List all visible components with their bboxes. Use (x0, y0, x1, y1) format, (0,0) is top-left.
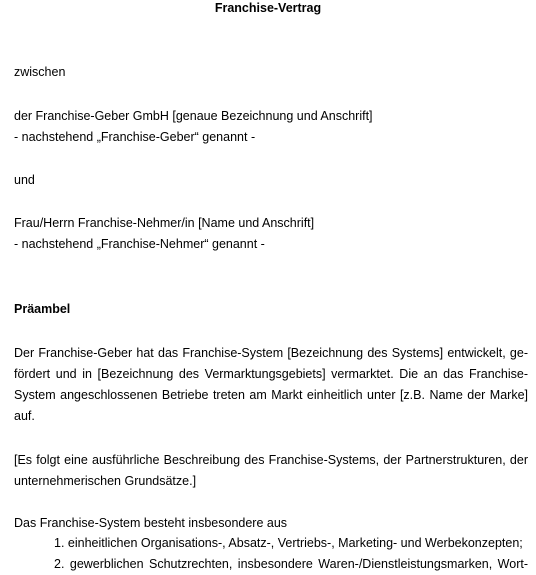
paragraph-line: unternehmerischen Grundsätze.] (14, 474, 197, 488)
document-title: Franchise-Vertrag (214, 1, 322, 15)
and-text: und (14, 173, 35, 187)
paragraph-line: [Es folgt eine ausführliche Beschreibung des Franchise-Systems, der Partnerstrukturen, der (14, 453, 528, 467)
list-item: 1. einheitlichen Organisations-, Absatz-, Vertriebs-, Marketing- und Werbekonzepten; (54, 536, 523, 550)
system-components-list (54, 533, 528, 575)
paragraph-line: auf. (14, 409, 35, 423)
list-item: 2. gewerblichen Schutzrechten, insbesondere Waren-/Dienstleistungsmarken, Wort- (54, 557, 528, 571)
between-text: zwischen (14, 65, 66, 79)
paragraph-line: Der Franchise-Geber hat das Franchise-System [Bezeichnung des Systems] entwickelt, ge- (14, 346, 528, 360)
paragraph-line: fördert und in [Bezeichnung des Vermarktungsgebiets] vermarktet. Die an das Franchise- (14, 367, 528, 381)
preamble-paragraph-1 (14, 343, 528, 427)
preamble-heading: Präambel (14, 302, 71, 316)
party1-name: der Franchise-Geber GmbH [genaue Bezeichnung und Anschrift] (14, 109, 373, 123)
paragraph-line: System angeschlossenen Betriebe treten am Markt einheitlich unter [z.B. Name der Marke] (14, 388, 528, 402)
party2-designation: - nachstehend „Franchise-Nehmer“ genannt - (14, 237, 265, 251)
list-intro: Das Franchise-System besteht insbesondere aus (14, 516, 288, 530)
party1-designation: - nachstehend „Franchise-Geber“ genannt - (14, 130, 256, 144)
party2-name: Frau/Herrn Franchise-Nehmer/in [Name und Anschrift] (14, 216, 315, 230)
preamble-paragraph-2 (14, 450, 528, 492)
